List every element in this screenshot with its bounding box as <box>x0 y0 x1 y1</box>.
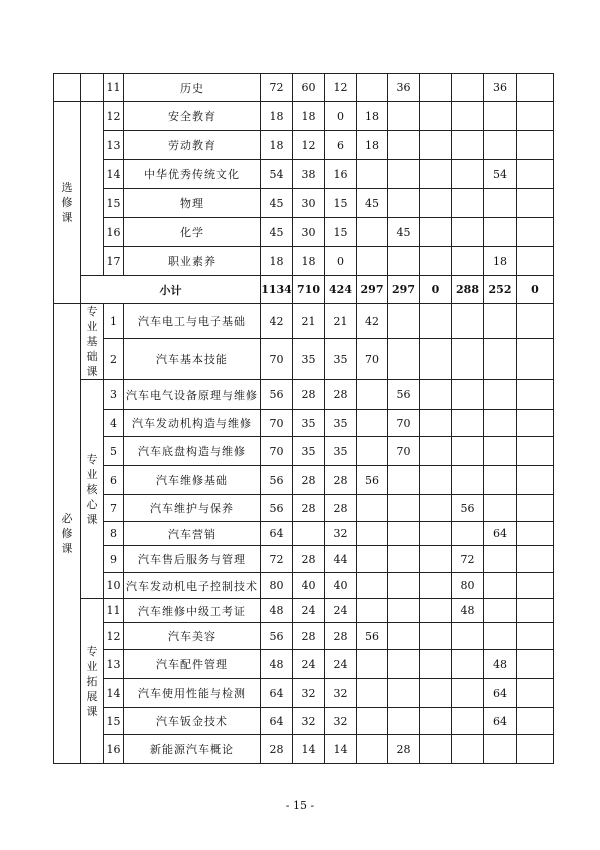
term-3 <box>420 623 452 650</box>
course-number: 15 <box>104 708 124 735</box>
practice-hours: 28 <box>325 495 357 522</box>
course-number: 5 <box>104 437 124 466</box>
term-5 <box>484 546 517 573</box>
term-2: 56 <box>388 380 420 410</box>
table-row <box>54 573 554 599</box>
term-1 <box>357 495 388 522</box>
term-3 <box>420 339 452 380</box>
course-name: 汽车发动机电子控制技术 <box>124 573 261 599</box>
term-3 <box>420 735 452 764</box>
term-2 <box>388 546 420 573</box>
term-4 <box>452 218 484 247</box>
total-hours: 72 <box>261 74 293 102</box>
term-4 <box>452 437 484 466</box>
total-hours: 18 <box>261 102 293 131</box>
table-row <box>54 623 554 650</box>
practice-hours: 15 <box>325 218 357 247</box>
course-number: 17 <box>104 247 124 276</box>
term-1 <box>357 546 388 573</box>
table-row <box>54 466 554 495</box>
term-5 <box>484 437 517 466</box>
term-1 <box>357 735 388 764</box>
term-1: 42 <box>357 304 388 339</box>
theory-hours: 30 <box>293 218 325 247</box>
course-name: 汽车配件管理 <box>124 650 261 679</box>
term-1: 18 <box>357 131 388 160</box>
theory-hours: 21 <box>293 304 325 339</box>
total-hours: 42 <box>261 304 293 339</box>
term-3 <box>420 708 452 735</box>
group-cell <box>81 74 104 102</box>
subtotal-practice-hours: 424 <box>325 276 357 304</box>
term-3 <box>420 599 452 623</box>
term-3 <box>420 247 452 276</box>
term-3 <box>420 131 452 160</box>
term-6 <box>517 410 554 437</box>
term-5 <box>484 466 517 495</box>
term-6 <box>517 160 554 189</box>
theory-hours <box>293 522 325 546</box>
term-3 <box>420 437 452 466</box>
term-4 <box>452 466 484 495</box>
term-4 <box>452 131 484 160</box>
table-row <box>54 74 554 102</box>
term-4 <box>452 247 484 276</box>
term-4 <box>452 679 484 708</box>
term-1 <box>357 708 388 735</box>
course-number: 10 <box>104 573 124 599</box>
total-hours: 72 <box>261 546 293 573</box>
course-name: 汽车电工与电子基础 <box>124 304 261 339</box>
practice-hours: 24 <box>325 650 357 679</box>
term-6 <box>517 437 554 466</box>
table-row <box>54 735 554 764</box>
course-name: 历史 <box>124 74 261 102</box>
term-4 <box>452 380 484 410</box>
term-4 <box>452 74 484 102</box>
term-2 <box>388 466 420 495</box>
total-hours: 56 <box>261 380 293 410</box>
curriculum-table <box>53 73 554 764</box>
term-6 <box>517 708 554 735</box>
term-6 <box>517 304 554 339</box>
course-number: 9 <box>104 546 124 573</box>
theory-hours: 28 <box>293 623 325 650</box>
term-1: 18 <box>357 102 388 131</box>
term-6 <box>517 735 554 764</box>
subtotal-term-2: 297 <box>388 276 420 304</box>
term-1 <box>357 410 388 437</box>
course-number: 2 <box>104 339 124 380</box>
term-1 <box>357 437 388 466</box>
term-4 <box>452 735 484 764</box>
term-1: 56 <box>357 623 388 650</box>
theory-hours: 28 <box>293 380 325 410</box>
total-hours: 56 <box>261 466 293 495</box>
term-6 <box>517 218 554 247</box>
course-name: 安全教育 <box>124 102 261 131</box>
term-6 <box>517 102 554 131</box>
theory-hours: 35 <box>293 437 325 466</box>
theory-hours: 24 <box>293 599 325 623</box>
term-2: 70 <box>388 410 420 437</box>
practice-hours: 24 <box>325 599 357 623</box>
term-1 <box>357 218 388 247</box>
table-row <box>54 160 554 189</box>
practice-hours: 40 <box>325 573 357 599</box>
term-2 <box>388 495 420 522</box>
term-6 <box>517 599 554 623</box>
term-4 <box>452 102 484 131</box>
theory-hours: 28 <box>293 546 325 573</box>
theory-hours: 12 <box>293 131 325 160</box>
theory-hours: 32 <box>293 708 325 735</box>
term-2 <box>388 650 420 679</box>
term-4 <box>452 339 484 380</box>
subtotal-term-3: 0 <box>420 276 452 304</box>
subtotal-total-hours: 1134 <box>261 276 293 304</box>
total-hours: 64 <box>261 679 293 708</box>
table-row <box>54 218 554 247</box>
term-5: 54 <box>484 160 517 189</box>
term-3 <box>420 160 452 189</box>
term-5 <box>484 599 517 623</box>
pro-basic-group-label: 专 业 基 础 课 <box>81 304 104 380</box>
course-name: 汽车营销 <box>124 522 261 546</box>
total-hours: 28 <box>261 735 293 764</box>
term-5 <box>484 735 517 764</box>
term-4: 72 <box>452 546 484 573</box>
term-2: 70 <box>388 437 420 466</box>
course-name: 汽车美容 <box>124 623 261 650</box>
practice-hours: 16 <box>325 160 357 189</box>
term-2: 36 <box>388 74 420 102</box>
term-2 <box>388 339 420 380</box>
term-5: 64 <box>484 679 517 708</box>
term-4 <box>452 410 484 437</box>
total-hours: 54 <box>261 160 293 189</box>
elective-group-label: 选 修 课 <box>54 102 81 304</box>
practice-hours: 12 <box>325 74 357 102</box>
course-number: 6 <box>104 466 124 495</box>
term-5: 64 <box>484 522 517 546</box>
term-6 <box>517 546 554 573</box>
subtotal-term-5: 252 <box>484 276 517 304</box>
term-1 <box>357 522 388 546</box>
total-hours: 48 <box>261 599 293 623</box>
term-3 <box>420 102 452 131</box>
course-number: 14 <box>104 160 124 189</box>
practice-hours: 35 <box>325 437 357 466</box>
total-hours: 80 <box>261 573 293 599</box>
practice-hours: 35 <box>325 339 357 380</box>
term-5 <box>484 573 517 599</box>
theory-hours: 40 <box>293 573 325 599</box>
total-hours: 70 <box>261 437 293 466</box>
subtotal-term-1: 297 <box>357 276 388 304</box>
theory-hours: 38 <box>293 160 325 189</box>
course-number: 16 <box>104 735 124 764</box>
course-name: 汽车售后服务与管理 <box>124 546 261 573</box>
practice-hours: 28 <box>325 380 357 410</box>
term-1 <box>357 380 388 410</box>
table-row <box>54 304 554 339</box>
practice-hours: 35 <box>325 410 357 437</box>
term-4 <box>452 522 484 546</box>
term-5: 36 <box>484 74 517 102</box>
term-2: 45 <box>388 218 420 247</box>
course-number: 16 <box>104 218 124 247</box>
term-1: 70 <box>357 339 388 380</box>
course-name: 汽车发动机构造与维修 <box>124 410 261 437</box>
term-4 <box>452 304 484 339</box>
term-6 <box>517 380 554 410</box>
term-3 <box>420 546 452 573</box>
total-hours: 70 <box>261 410 293 437</box>
course-name: 汽车维修中级工考证 <box>124 599 261 623</box>
table-row <box>54 247 554 276</box>
subtotal-row <box>54 276 554 304</box>
theory-hours: 14 <box>293 735 325 764</box>
term-5 <box>484 131 517 160</box>
table-row <box>54 679 554 708</box>
term-2 <box>388 247 420 276</box>
table-row <box>54 339 554 380</box>
term-3 <box>420 74 452 102</box>
term-3 <box>420 410 452 437</box>
course-number: 12 <box>104 102 124 131</box>
term-4 <box>452 650 484 679</box>
term-2 <box>388 573 420 599</box>
term-4 <box>452 623 484 650</box>
term-2 <box>388 131 420 160</box>
term-1 <box>357 247 388 276</box>
course-name: 物理 <box>124 189 261 218</box>
course-number: 1 <box>104 304 124 339</box>
term-5: 64 <box>484 708 517 735</box>
term-5: 48 <box>484 650 517 679</box>
term-6 <box>517 573 554 599</box>
course-name: 汽车底盘构造与维修 <box>124 437 261 466</box>
course-number: 8 <box>104 522 124 546</box>
term-6 <box>517 189 554 218</box>
course-number: 14 <box>104 679 124 708</box>
total-hours: 64 <box>261 708 293 735</box>
table-row <box>54 410 554 437</box>
term-1: 45 <box>357 189 388 218</box>
total-hours: 48 <box>261 650 293 679</box>
course-number: 11 <box>104 599 124 623</box>
page-number: - 15 - <box>285 799 315 812</box>
theory-hours: 18 <box>293 102 325 131</box>
term-6 <box>517 679 554 708</box>
total-hours: 45 <box>261 189 293 218</box>
total-hours: 18 <box>261 247 293 276</box>
term-4 <box>452 189 484 218</box>
term-3 <box>420 218 452 247</box>
term-2 <box>388 522 420 546</box>
term-2: 28 <box>388 735 420 764</box>
practice-hours: 32 <box>325 708 357 735</box>
term-5 <box>484 410 517 437</box>
theory-hours: 24 <box>293 650 325 679</box>
term-1 <box>357 74 388 102</box>
practice-hours: 32 <box>325 522 357 546</box>
term-1 <box>357 650 388 679</box>
term-5 <box>484 189 517 218</box>
term-1 <box>357 599 388 623</box>
term-4 <box>452 708 484 735</box>
term-2 <box>388 623 420 650</box>
table-row <box>54 189 554 218</box>
practice-hours: 21 <box>325 304 357 339</box>
course-number: 7 <box>104 495 124 522</box>
theory-hours: 28 <box>293 466 325 495</box>
course-name: 职业素养 <box>124 247 261 276</box>
table-row <box>54 102 554 131</box>
term-5: 18 <box>484 247 517 276</box>
term-3 <box>420 522 452 546</box>
term-3 <box>420 380 452 410</box>
table-row <box>54 599 554 623</box>
term-2 <box>388 679 420 708</box>
table-row <box>54 546 554 573</box>
course-name: 劳动教育 <box>124 131 261 160</box>
practice-hours: 28 <box>325 466 357 495</box>
term-3 <box>420 466 452 495</box>
course-name: 化学 <box>124 218 261 247</box>
table-row <box>54 708 554 735</box>
course-number: 13 <box>104 650 124 679</box>
term-1 <box>357 573 388 599</box>
term-5 <box>484 495 517 522</box>
term-1 <box>357 679 388 708</box>
subtotal-term-4: 288 <box>452 276 484 304</box>
practice-hours: 0 <box>325 102 357 131</box>
practice-hours: 15 <box>325 189 357 218</box>
table-row <box>54 495 554 522</box>
term-6 <box>517 74 554 102</box>
table-row <box>54 380 554 410</box>
practice-hours: 28 <box>325 623 357 650</box>
course-number: 3 <box>104 380 124 410</box>
theory-hours: 32 <box>293 679 325 708</box>
term-2 <box>388 102 420 131</box>
term-3 <box>420 573 452 599</box>
course-name: 中华优秀传统文化 <box>124 160 261 189</box>
term-4 <box>452 160 484 189</box>
term-6 <box>517 650 554 679</box>
term-6 <box>517 339 554 380</box>
term-1: 56 <box>357 466 388 495</box>
course-name: 汽车维修基础 <box>124 466 261 495</box>
term-2 <box>388 304 420 339</box>
term-1 <box>357 160 388 189</box>
course-name: 新能源汽车概论 <box>124 735 261 764</box>
table-row <box>54 522 554 546</box>
term-6 <box>517 131 554 160</box>
term-6 <box>517 466 554 495</box>
total-hours: 64 <box>261 522 293 546</box>
required-group-label: 必 修 课 <box>54 304 81 764</box>
table-row <box>54 131 554 160</box>
course-number: 13 <box>104 131 124 160</box>
total-hours: 18 <box>261 131 293 160</box>
course-number: 15 <box>104 189 124 218</box>
subtotal-label: 小计 <box>81 276 261 304</box>
practice-hours: 32 <box>325 679 357 708</box>
term-6 <box>517 522 554 546</box>
theory-hours: 30 <box>293 189 325 218</box>
term-5 <box>484 304 517 339</box>
term-3 <box>420 304 452 339</box>
term-5 <box>484 218 517 247</box>
course-name: 汽车维护与保养 <box>124 495 261 522</box>
subtotal-theory-hours: 710 <box>293 276 325 304</box>
practice-hours: 44 <box>325 546 357 573</box>
group-cell <box>81 102 104 276</box>
term-2 <box>388 160 420 189</box>
theory-hours: 35 <box>293 339 325 380</box>
term-5 <box>484 380 517 410</box>
term-3 <box>420 189 452 218</box>
term-4: 56 <box>452 495 484 522</box>
course-name: 汽车钣金技术 <box>124 708 261 735</box>
term-2 <box>388 189 420 218</box>
course-name: 汽车基本技能 <box>124 339 261 380</box>
pro-core-group-label: 专 业 核 心 课 <box>81 380 104 599</box>
term-5 <box>484 339 517 380</box>
theory-hours: 60 <box>293 74 325 102</box>
term-3 <box>420 495 452 522</box>
total-hours: 70 <box>261 339 293 380</box>
practice-hours: 14 <box>325 735 357 764</box>
term-2 <box>388 708 420 735</box>
subtotal-term-6: 0 <box>517 276 554 304</box>
term-6 <box>517 247 554 276</box>
term-5 <box>484 102 517 131</box>
group-cell <box>54 74 81 102</box>
term-2 <box>388 599 420 623</box>
theory-hours: 18 <box>293 247 325 276</box>
course-name: 汽车使用性能与检测 <box>124 679 261 708</box>
course-number: 12 <box>104 623 124 650</box>
term-4: 48 <box>452 599 484 623</box>
theory-hours: 28 <box>293 495 325 522</box>
practice-hours: 0 <box>325 247 357 276</box>
pro-ext-group-label: 专 业 拓 展 课 <box>81 599 104 764</box>
practice-hours: 6 <box>325 131 357 160</box>
term-4: 80 <box>452 573 484 599</box>
course-name: 汽车电气设备原理与维修 <box>124 380 261 410</box>
term-5 <box>484 623 517 650</box>
term-3 <box>420 650 452 679</box>
total-hours: 56 <box>261 623 293 650</box>
total-hours: 56 <box>261 495 293 522</box>
course-number: 4 <box>104 410 124 437</box>
table-row <box>54 650 554 679</box>
table-row <box>54 437 554 466</box>
course-number: 11 <box>104 74 124 102</box>
total-hours: 45 <box>261 218 293 247</box>
term-6 <box>517 495 554 522</box>
term-3 <box>420 679 452 708</box>
term-6 <box>517 623 554 650</box>
theory-hours: 35 <box>293 410 325 437</box>
